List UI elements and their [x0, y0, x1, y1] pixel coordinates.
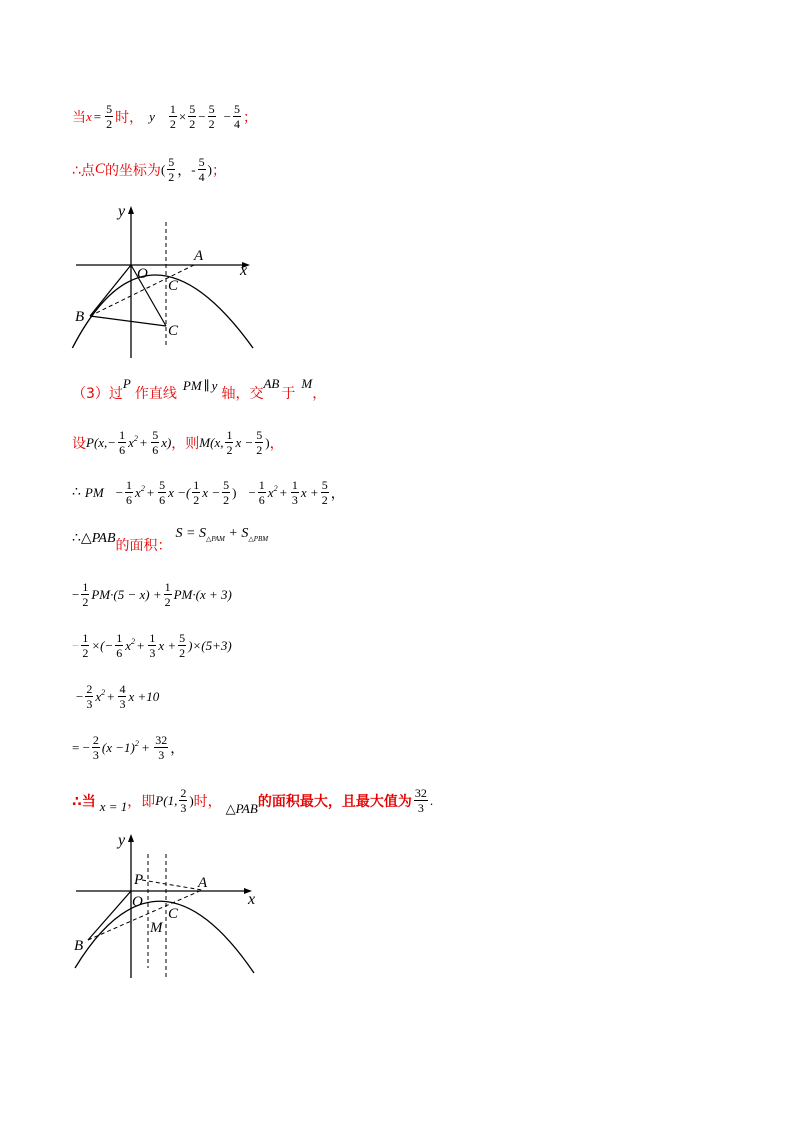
fraction: $\frac{2}{3}$	[86, 682, 93, 711]
segment-pa	[142, 880, 202, 890]
text-time: 时，	[115, 109, 144, 126]
var-y: y	[149, 108, 155, 124]
op-minus: −	[72, 637, 80, 653]
label-c-lower: C	[168, 323, 179, 339]
y-axis-arrow	[128, 206, 134, 214]
therefore: ∴	[72, 485, 81, 500]
var-ab: AB	[263, 376, 280, 391]
var-pab: PAB	[91, 530, 116, 546]
line-3	[72, 376, 327, 403]
text-end: ，	[330, 485, 345, 502]
paren-close: )	[232, 484, 237, 500]
var-m: M	[301, 376, 313, 391]
fraction: $\frac{1}{2}$	[169, 102, 176, 131]
fraction: $\frac{5}{2}$	[106, 102, 113, 131]
expr-pm-parallel: PM ∥ y	[182, 377, 218, 393]
text-prefix: ∴当	[72, 793, 96, 810]
op-plus: +	[139, 434, 148, 450]
expr-plus3: x +	[300, 484, 319, 500]
var-x2: $x^2$	[95, 688, 106, 704]
fraction: $\frac{1}{2}$	[82, 631, 89, 660]
line-9	[72, 682, 159, 711]
line-4	[72, 428, 284, 457]
label-a: A	[194, 248, 204, 264]
fraction: $\frac{32}{3}$	[414, 786, 427, 815]
op-minus: −	[115, 484, 124, 500]
fraction: $\frac{1}{3}$	[291, 478, 298, 507]
expr-xm: x −	[235, 434, 254, 450]
parabola-graph-1	[70, 198, 270, 360]
var-c: C	[94, 161, 105, 177]
fraction: $\frac{1}{2}$	[82, 580, 89, 609]
op-minus: −	[223, 108, 231, 124]
op-plus: +	[107, 688, 115, 704]
paren-close: )	[265, 434, 270, 450]
expr-pab: △PAB	[225, 800, 258, 816]
fraction: $\frac{5}{4}$	[233, 102, 240, 131]
text-prefix: ∴点	[72, 162, 95, 179]
op-plus: +	[279, 484, 287, 500]
op-plus: +	[146, 484, 155, 500]
text-then: ，则	[171, 435, 200, 452]
fraction: $\frac{32}{3}$	[155, 733, 168, 762]
comma: ，	[177, 162, 192, 179]
label-y: y	[118, 832, 126, 849]
op-eq: =	[93, 108, 102, 124]
text-when: 当	[72, 109, 86, 126]
fraction: $\frac{1}{6}$	[116, 631, 123, 660]
text-at: 于	[281, 386, 296, 402]
label-o: O	[132, 894, 143, 910]
label-a: A	[198, 875, 208, 891]
fraction: $\frac{2}{3}$	[180, 786, 187, 815]
text-end: ，	[312, 386, 327, 402]
var-pm: PM	[84, 484, 104, 500]
text-namely: ，即	[127, 793, 156, 810]
therefore-triangle: ∴△	[72, 531, 92, 547]
label-o: O	[137, 266, 148, 282]
parabola-graph-2	[70, 828, 270, 980]
op-plus: +	[137, 637, 145, 653]
expr-e: )×(5+3)	[188, 637, 232, 653]
fraction: $\frac{5}{2}$	[321, 478, 328, 507]
expr-mid: x −(	[168, 484, 191, 500]
y-axis-arrow	[128, 834, 134, 842]
fraction: $\frac{5}{2}$	[189, 102, 196, 131]
segment-ab	[88, 890, 202, 940]
segment-bo	[90, 265, 131, 316]
fraction: $\frac{5}{2}$	[168, 155, 175, 184]
fraction: $\frac{1}{3}$	[149, 631, 156, 660]
var-p: P	[122, 376, 131, 391]
op-minus: −	[72, 586, 80, 602]
text-coord: 的坐标为	[104, 162, 161, 179]
neg: -	[191, 161, 196, 177]
fraction: $\frac{1}{2}$	[226, 428, 233, 457]
fraction: $\frac{1}{6}$	[258, 478, 265, 507]
line-10	[72, 733, 184, 762]
segment-bo	[88, 891, 131, 940]
expr-a: PM·(5 − x) +	[91, 586, 162, 602]
expr-xend: x)	[161, 434, 172, 450]
fraction: $\frac{1}{2}$	[164, 580, 171, 609]
op-plus: +	[141, 739, 150, 755]
op-eq-minus: = −	[72, 739, 90, 755]
var-x2: $x^2$	[125, 637, 135, 653]
text-line: 作直线	[134, 386, 177, 402]
fraction: $\frac{5}{2}$	[223, 478, 230, 507]
line-1	[72, 102, 257, 131]
op-minus: −	[76, 688, 84, 704]
paren-close: )	[189, 792, 194, 808]
label-p: P	[134, 872, 144, 888]
fraction: $\frac{2}{3}$	[92, 733, 99, 762]
line-2	[72, 155, 226, 184]
text-colon: ：	[157, 537, 172, 554]
text-end: ；	[211, 162, 226, 179]
text-part: （3）过	[72, 386, 123, 402]
text-end: ，	[170, 740, 185, 757]
parabola-curve	[75, 901, 254, 973]
fraction: $\frac{5}{2}$	[208, 102, 215, 131]
text-end: ；	[242, 109, 257, 126]
fraction: $\frac{1}{6}$	[119, 428, 126, 457]
label-b: B	[74, 938, 84, 954]
expr-mid2: x −	[202, 484, 221, 500]
label-b: B	[75, 309, 85, 325]
var-x2: $x^2$	[128, 434, 138, 450]
paren-open: (	[160, 161, 166, 177]
label-m: M	[150, 920, 163, 936]
label-c: C	[168, 906, 179, 922]
fraction: $\frac{1}{2}$	[193, 478, 200, 507]
op-minus: −	[248, 484, 256, 500]
line-11	[72, 786, 433, 815]
expr-square: $(x -1)^2$	[101, 739, 139, 755]
var-x: x	[86, 108, 92, 124]
text-end: ，	[269, 435, 284, 452]
paren-close: )	[207, 161, 212, 177]
var-x2: $x^2$	[267, 484, 278, 500]
fraction: $\frac{5}{6}$	[159, 478, 166, 507]
expr-area-sum: $S = S_{\triangle PAM} + S_{\triangle PBM}$	[175, 526, 269, 544]
op-minus: −	[198, 108, 206, 124]
text-set: 设	[72, 435, 86, 452]
label-x: x	[248, 891, 256, 908]
op-times: ×	[178, 108, 187, 124]
text-when: 时，	[193, 793, 222, 810]
var-x2: $x^2$	[135, 484, 145, 500]
fraction: $\frac{5}{6}$	[152, 428, 159, 457]
fraction: $\frac{1}{6}$	[126, 478, 133, 507]
line-6	[72, 526, 269, 554]
label-y: y	[118, 203, 126, 220]
line-5	[72, 478, 345, 507]
expr-b: PM·(x + 3)	[173, 586, 232, 602]
label-c-upper: C	[168, 278, 179, 294]
label-x: x	[240, 262, 248, 279]
expr-p: P(x,−	[86, 434, 117, 450]
expr-d: x +	[158, 637, 177, 653]
text-axis: 轴，交	[221, 386, 264, 402]
expr-p: P(1,	[155, 792, 178, 808]
expr-x1: x = 1	[99, 798, 128, 814]
fraction: $\frac{5}{2}$	[256, 428, 263, 457]
text-max: 的面积最大，且最大值为	[257, 793, 412, 810]
segment-bc	[90, 316, 166, 326]
line-8	[72, 631, 232, 660]
text-area: 的面积	[115, 537, 158, 554]
fraction: $\frac{5}{2}$	[179, 631, 186, 660]
expr-a: ×(−	[91, 637, 114, 653]
fraction: $\frac{5}{4}$	[198, 155, 205, 184]
text-end: .	[429, 792, 434, 808]
line-7	[72, 580, 232, 609]
fraction: $\frac{4}{3}$	[119, 682, 126, 711]
expr-c: x +10	[128, 688, 160, 704]
expr-m: M(x,	[199, 434, 224, 450]
